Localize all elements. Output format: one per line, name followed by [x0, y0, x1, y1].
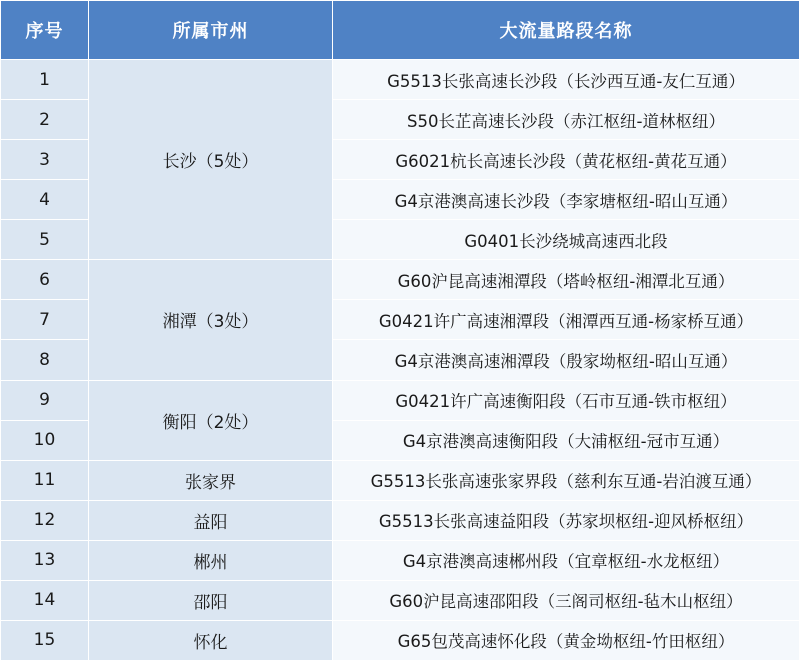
- road-name-cell: G5513长张高速张家界段（慈利东互通-岩泊渡互通）: [333, 460, 799, 500]
- header-road-name: 大流量路段名称: [333, 1, 799, 60]
- table-row: [1, 260, 799, 300]
- road-name-cell: G4京港澳高速郴州段（宜章枢纽-水龙枢纽）: [333, 540, 799, 580]
- city-cell: 衡阳（2处）: [89, 380, 333, 460]
- seq-cell: 10: [1, 420, 89, 460]
- road-name-cell: G0421许广高速湘潭段（湘潭西互通-杨家桥互通）: [333, 300, 799, 340]
- table-header-row: [1, 1, 799, 60]
- city-cell: 长沙（5处）: [89, 60, 333, 260]
- city-cell: 益阳: [89, 500, 333, 540]
- seq-cell: 11: [1, 460, 89, 500]
- city-cell: 湘潭（3处）: [89, 260, 333, 380]
- seq-cell: 13: [1, 540, 89, 580]
- road-name-cell: G0401长沙绕城高速西北段: [333, 220, 799, 260]
- table-row: [1, 380, 799, 420]
- road-name-cell: G4京港澳高速衡阳段（大浦枢纽-冠市互通）: [333, 420, 799, 460]
- table-row: [1, 500, 799, 540]
- city-cell: 张家界: [89, 460, 333, 500]
- table-row: [1, 540, 799, 580]
- table-row: [1, 580, 799, 620]
- seq-cell: 6: [1, 260, 89, 300]
- seq-cell: 8: [1, 340, 89, 380]
- road-name-cell: G60沪昆高速湘潭段（塔岭枢纽-湘潭北互通）: [333, 260, 799, 300]
- seq-cell: 1: [1, 60, 89, 100]
- seq-cell: 3: [1, 140, 89, 180]
- seq-cell: 4: [1, 180, 89, 220]
- road-name-cell: G65包茂高速怀化段（黄金坳枢纽-竹田枢纽）: [333, 620, 799, 660]
- seq-cell: 9: [1, 380, 89, 420]
- header-seq: 序号: [1, 1, 89, 60]
- city-cell: 郴州: [89, 540, 333, 580]
- road-name-cell: S50长芷高速长沙段（赤江枢纽-道林枢纽）: [333, 100, 799, 140]
- city-cell: 邵阳: [89, 580, 333, 620]
- seq-cell: 12: [1, 500, 89, 540]
- road-name-cell: G4京港澳高速湘潭段（殷家坳枢纽-昭山互通）: [333, 340, 799, 380]
- table-row: [1, 60, 799, 100]
- road-name-cell: G5513长张高速长沙段（长沙西互通-友仁互通）: [333, 60, 799, 100]
- seq-cell: 14: [1, 580, 89, 620]
- seq-cell: 2: [1, 100, 89, 140]
- seq-cell: 5: [1, 220, 89, 260]
- road-name-cell: G4京港澳高速长沙段（李家塘枢纽-昭山互通）: [333, 180, 799, 220]
- seq-cell: 15: [1, 620, 89, 660]
- road-name-cell: G0421许广高速衡阳段（石市互通-铁市枢纽）: [333, 380, 799, 420]
- road-name-cell: G60沪昆高速邵阳段（三阁司枢纽-毡木山枢纽）: [333, 580, 799, 620]
- header-city: 所属市州: [89, 1, 333, 60]
- city-cell: 怀化: [89, 620, 333, 660]
- seq-cell: 7: [1, 300, 89, 340]
- road-name-cell: G6021杭长高速长沙段（黄花枢纽-黄花互通）: [333, 140, 799, 180]
- table-row: [1, 460, 799, 500]
- table-row: [1, 620, 799, 660]
- road-name-cell: G5513长张高速益阳段（苏家坝枢纽-迎风桥枢纽）: [333, 500, 799, 540]
